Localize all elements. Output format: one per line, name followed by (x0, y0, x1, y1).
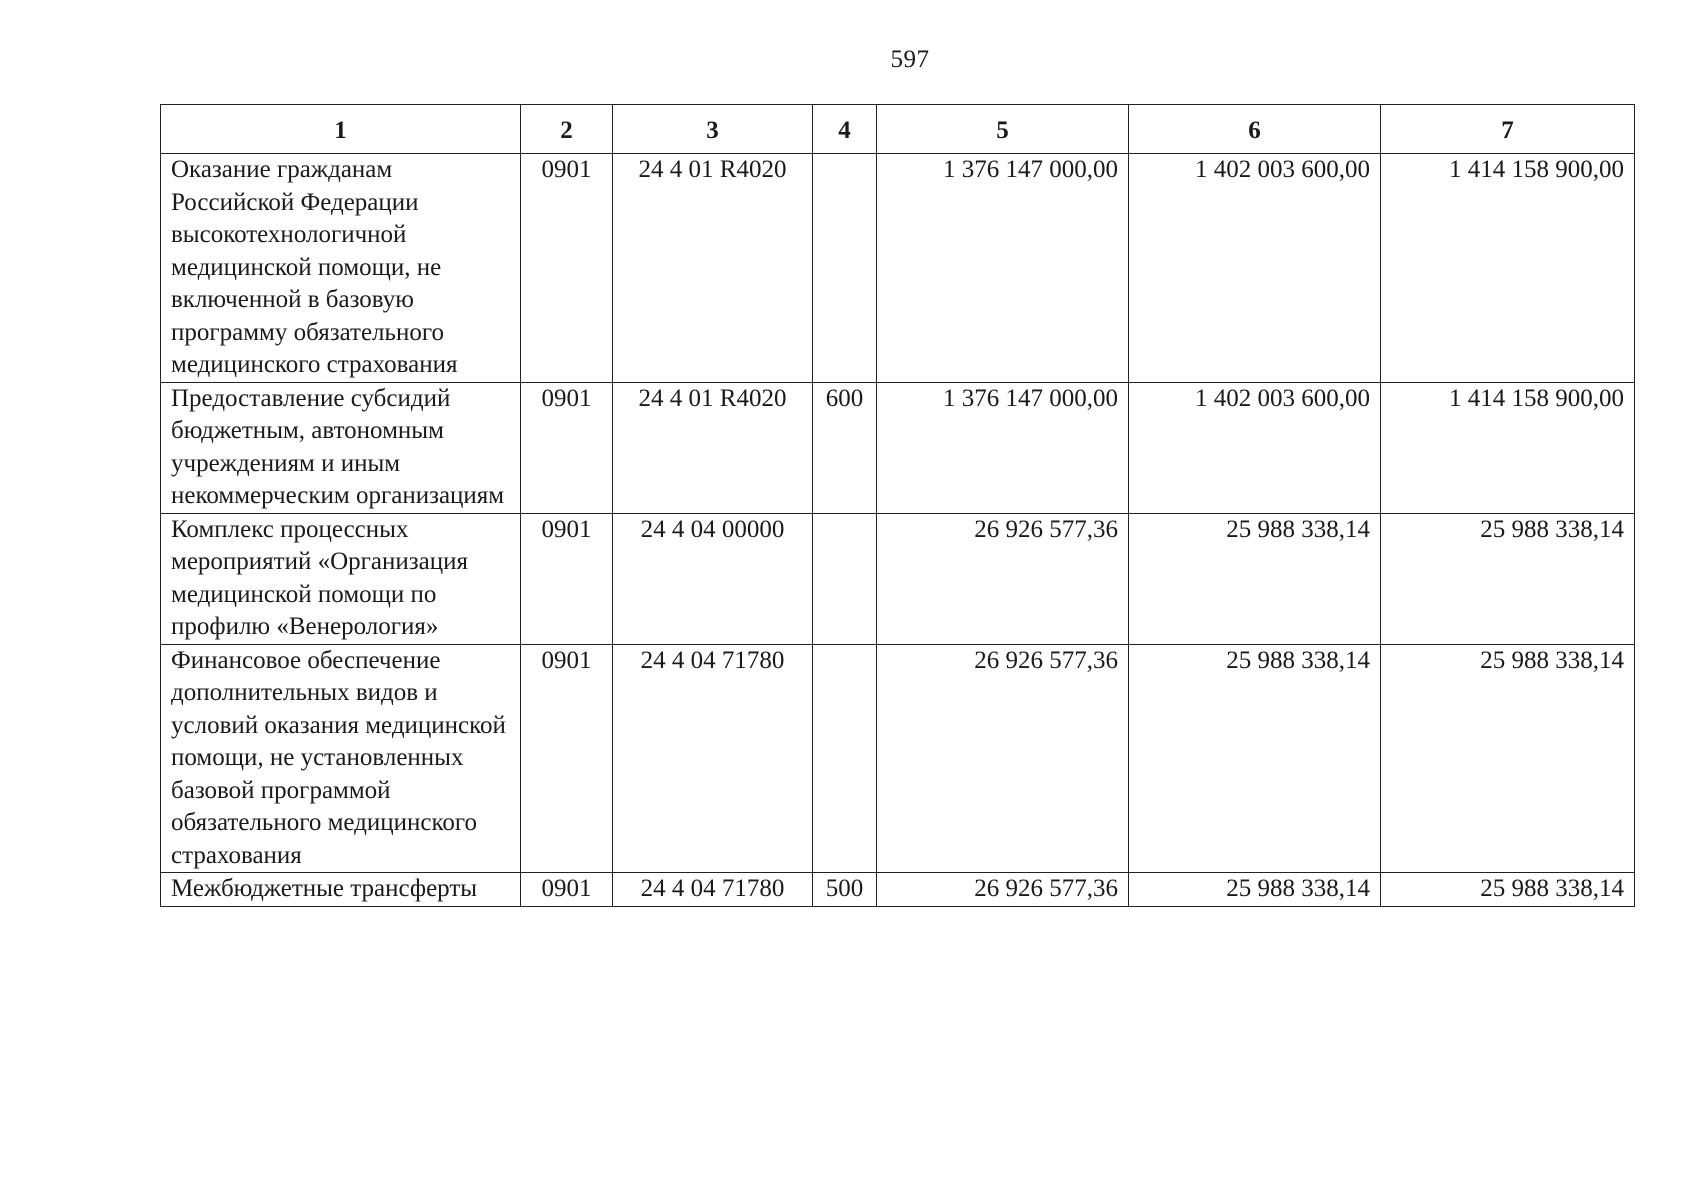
row-target-code: 24 4 04 71780 (613, 644, 813, 873)
row-target-code: 24 4 04 00000 (613, 513, 813, 644)
row-amount-col6: 1 402 003 600,00 (1129, 382, 1381, 513)
row-amount-col7: 25 988 338,14 (1381, 644, 1635, 873)
row-target-code: 24 4 01 R4020 (613, 382, 813, 513)
row-name: Комплекс процессных мероприятий «Организация медицинской помощи по профилю «Венерология» (161, 513, 521, 644)
row-amount-col5: 26 926 577,36 (877, 513, 1129, 644)
table-row (161, 382, 1635, 513)
column-header-6: 6 (1129, 105, 1381, 154)
budget-table (160, 104, 1635, 907)
row-name: Финансовое обеспечение дополнительных видов и условий оказания медицинской помощи, не установленных базовой программой обязательного медицинского страхования (161, 644, 521, 873)
column-header-7: 7 (1381, 105, 1635, 154)
row-amount-col5: 1 376 147 000,00 (877, 382, 1129, 513)
row-expense-type: 500 (813, 873, 877, 907)
row-amount-col7: 25 988 338,14 (1381, 513, 1635, 644)
header-row (161, 105, 1635, 154)
table-row (161, 154, 1635, 383)
column-header-4: 4 (813, 105, 877, 154)
row-section-code: 0901 (521, 382, 613, 513)
table-row (161, 513, 1635, 644)
row-expense-type (813, 644, 877, 873)
row-section-code: 0901 (521, 154, 613, 383)
column-header-1: 1 (161, 105, 521, 154)
row-amount-col6: 25 988 338,14 (1129, 873, 1381, 907)
row-amount-col5: 26 926 577,36 (877, 873, 1129, 907)
row-target-code: 24 4 04 71780 (613, 873, 813, 907)
row-section-code: 0901 (521, 513, 613, 644)
row-name: Межбюджетные трансферты (161, 873, 521, 907)
row-section-code: 0901 (521, 644, 613, 873)
row-expense-type (813, 513, 877, 644)
row-amount-col7: 25 988 338,14 (1381, 873, 1635, 907)
page-number: 597 (890, 46, 930, 73)
column-header-3: 3 (613, 105, 813, 154)
row-amount-col7: 1 414 158 900,00 (1381, 382, 1635, 513)
row-expense-type: 600 (813, 382, 877, 513)
column-header-2: 2 (521, 105, 613, 154)
row-amount-col5: 26 926 577,36 (877, 644, 1129, 873)
row-name: Предоставление субсидий бюджетным, автономным учреждениям и иным некоммерческим организациям (161, 382, 521, 513)
row-target-code: 24 4 01 R4020 (613, 154, 813, 383)
row-amount-col6: 25 988 338,14 (1129, 513, 1381, 644)
row-amount-col7: 1 414 158 900,00 (1381, 154, 1635, 383)
row-amount-col6: 1 402 003 600,00 (1129, 154, 1381, 383)
row-amount-col5: 1 376 147 000,00 (877, 154, 1129, 383)
table-row (161, 644, 1635, 873)
row-name: Оказание гражданам Российской Федерации высокотехнологичной медицинской помощи, не включенной в базовую программу обязательного медицинского страхования (161, 154, 521, 383)
table-row (161, 873, 1635, 907)
row-expense-type (813, 154, 877, 383)
row-amount-col6: 25 988 338,14 (1129, 644, 1381, 873)
row-section-code: 0901 (521, 873, 613, 907)
column-header-5: 5 (877, 105, 1129, 154)
